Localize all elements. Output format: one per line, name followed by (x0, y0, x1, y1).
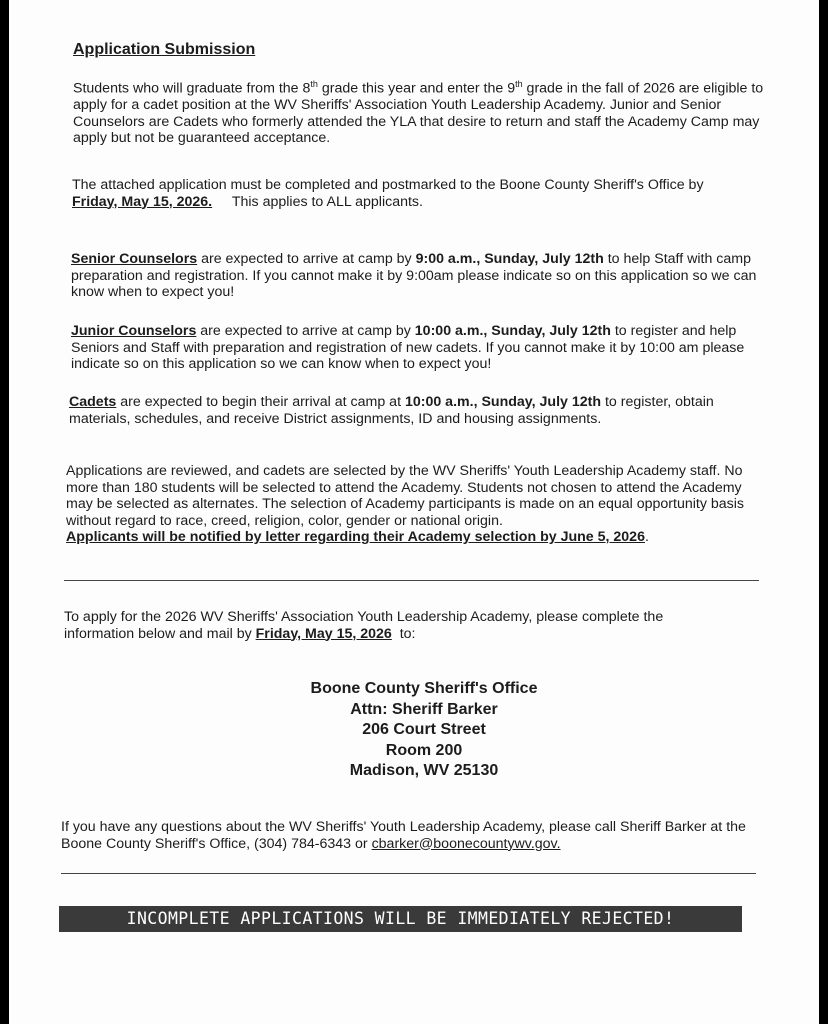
apply-deadline-date: Friday, May 15, 2026 (255, 625, 392, 642)
address-line-1: Boone County Sheriff's Office (310, 680, 538, 697)
senior-counselors-paragraph: Senior Counselors are expected to arrive at camp by 9:00 a.m., Sunday, July 12th to help Staff with camp preparation and registration. If you cannot make it by 9:00am please indicate so on this application so we can know when to expect you! (71, 251, 757, 300)
divider (61, 873, 756, 874)
address-line-5: Madison, WV 25130 (349, 762, 499, 779)
divider (64, 580, 759, 581)
junior-counselors-label: Junior Counselors (71, 323, 197, 339)
senior-counselors-label: Senior Counselors (71, 251, 198, 267)
cadets-label: Cadets (69, 394, 117, 410)
notification-notice: Applicants will be notified by letter regarding their Academy selection by June 5, 2026 (66, 529, 645, 545)
cadets-paragraph: Cadets are expected to begin their arrival at camp at 10:00 a.m., Sunday, July 12th to register, obtain materials, schedules, and receive District assignments, ID and housing assignments. (69, 394, 714, 427)
apply-paragraph: To apply for the 2026 WV Sheriffs' Association Youth Leadership Academy, please complete the information below and mail by Friday, May 15, 2026 to: (64, 609, 664, 642)
page-title: Application Submission (73, 41, 256, 58)
warning-banner: INCOMPLETE APPLICATIONS WILL BE IMMEDIATELY REJECTED! (59, 906, 742, 932)
contact-paragraph: If you have any questions about the WV Sheriffs' Youth Leadership Academy, please call Sheriff Barker at the Boone County Sheriff's Office, (304) 784-6343 or cbarker@boonecountywv.gov. (61, 819, 746, 852)
selection-paragraph: Applications are reviewed, and cadets are selected by the WV Sheriffs' Youth Leadership Academy staff. No more than 180 students will be selected to attend the Academy. Students not chosen to attend the Academy may be selected as alternates. The selection of Academy participants is made on an equal opportunity basis without regard to race, creed, religion, color, gender or national origin. Applicants will be notified by letter regarding their Academy selection by June 5, 2026. (66, 463, 744, 545)
deadline-paragraph: The attached application must be completed and postmarked to the Boone County Sheriff's Office by Friday, May 15, 2026. This applies to ALL applicants. (72, 177, 704, 210)
address-line-2: Attn: Sheriff Barker (350, 700, 498, 718)
junior-counselors-paragraph: Junior Counselors are expected to arrive at camp by 10:00 a.m., Sunday, July 12th to register and help Seniors and Staff with preparation and registration of new cadets. If you cannot make it by 10:00 am please indicate so on this application so we can know when to expect you! (71, 323, 745, 372)
deadline-date: Friday, May 15, 2026. (72, 193, 213, 210)
document-page (9, 0, 819, 1024)
address-line-3: 206 Court Street (362, 721, 486, 738)
mailing-address (219, 679, 629, 782)
address-line-4: Room 200 (385, 741, 463, 759)
eligibility-paragraph: Students who will graduate from the 8th grade this year and enter the 9th grade in the fall of 2026 are eligible to apply for a cadet position at the WV Sheriffs' Association Youth Leadership Academy. Junior and Senior Counselors are Cadets who formerly attended the YLA that desire to return and staff the Academy Camp may apply but not be guaranteed acceptance. (73, 79, 764, 147)
contact-email-link[interactable]: cbarker@boonecountywv.gov. (371, 835, 561, 852)
